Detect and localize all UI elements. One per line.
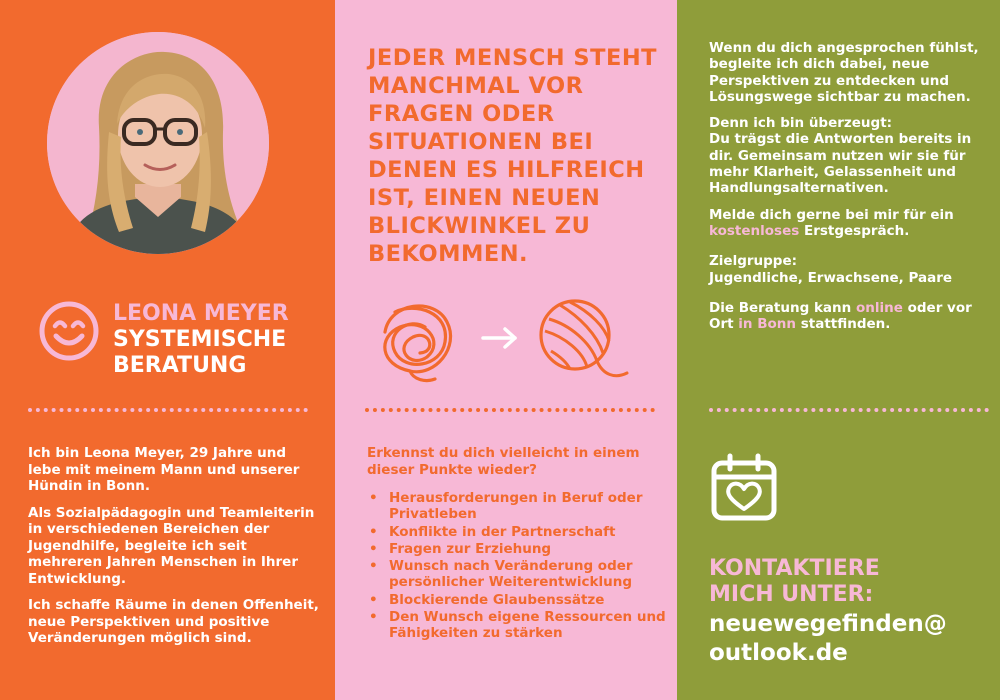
contact-column xyxy=(677,0,1000,700)
bullet-icon: • xyxy=(369,609,378,626)
bonn-highlight: in Bonn xyxy=(738,316,797,333)
tangled-yarn-icon xyxy=(385,306,451,381)
bullet-icon: • xyxy=(369,540,378,557)
bio-text xyxy=(28,445,320,657)
contact-heading: KONTAKTIERE MICH UNTER: xyxy=(709,556,880,607)
profile-column xyxy=(0,0,335,700)
intro-column xyxy=(335,0,677,700)
info-text xyxy=(709,40,989,342)
bullet-icon: • xyxy=(369,591,378,608)
yarn-ball-icon xyxy=(541,301,627,376)
free-highlight: kostenloses xyxy=(709,222,800,239)
online-highlight: online xyxy=(855,299,903,316)
belief-paragraph: Denn ich bin überzeugt: Du trägst die Antworten bereits in dir. Gemeinsam nutzen wir sie für mehr Klarheit, Gelassenheit und Handlungsalternativen. xyxy=(709,115,972,197)
bio-paragraph: Als Sozialpädagogin und Teamleiterin in verschiedenen Bereichen der Jugendhilfe, begleite ich seit mehreren Jahren Menschen in Ihrer Entwicklung. xyxy=(28,504,315,587)
dotted-divider xyxy=(365,408,655,412)
bullet-icon: • xyxy=(369,523,378,540)
headline: JEDER MENSCH STEHT MANCHMAL VOR FRAGEN ODER SITUATIONEN BEI DENEN ES HILFREICH IST, EINEN NEUEN BLICKWINKEL ZU BEKOMMEN. xyxy=(368,45,658,267)
calendar-heart-icon xyxy=(709,452,779,522)
bio-paragraph: Ich schaffe Räume in denen Offenheit, neue Perspektiven und positive Veränderungen möglich sind. xyxy=(28,597,319,646)
arrow-right-icon xyxy=(483,329,515,347)
cta-paragraph: Melde dich gerne bei mir für ein kostenloses Erstgespräch. xyxy=(709,206,954,239)
profile-title-line2: BERATUNG xyxy=(113,353,247,378)
bullet-icon: • xyxy=(369,558,378,575)
yarn-illustration xyxy=(365,287,645,387)
person-name: LEONA MEYER xyxy=(113,301,289,326)
intro-paragraph: Wenn du dich angesprochen fühlst, begleite ich dich dabei, neue Perspektiven zu entdecken und Lösungswege sichtbar zu machen. xyxy=(709,40,979,105)
smiley-icon xyxy=(38,300,100,362)
dotted-divider xyxy=(709,408,989,412)
dotted-divider xyxy=(28,408,308,412)
format-paragraph: Die Beratung kann online oder vor Ort in Bonn stattfinden. xyxy=(709,299,972,333)
bullet-icon: • xyxy=(369,490,378,506)
list-item: • Blockierende Glaubenssätze xyxy=(369,591,605,608)
list-item: • Den Wunsch eigene Ressourcen und Fähigkeiten zu stärken xyxy=(369,609,666,642)
question-text: Erkennst du dich vielleicht in einem dieser Punkte wieder? xyxy=(367,445,640,478)
profile-title xyxy=(113,327,303,379)
list-item: • Konflikte in der Partnerschaft xyxy=(369,523,616,540)
list-item: • Wunsch nach Veränderung oder persönlicher Weiterentwicklung xyxy=(369,558,633,591)
bio-paragraph: Ich bin Leona Meyer, 29 Jahre und lebe mit meinem Mann und unserer Hündin in Bonn. xyxy=(28,445,300,494)
list-item: • Herausforderungen in Beruf oder Privatleben xyxy=(369,490,643,523)
profile-title-line1: SYSTEMISCHE xyxy=(113,327,287,352)
profile-photo xyxy=(47,32,269,254)
email-address[interactable]: neuewegefinden@ outlook.de xyxy=(709,611,947,666)
topic-list xyxy=(367,490,667,643)
target-group: Zielgruppe: Jugendliche, Erwachsene, Paare xyxy=(709,253,953,286)
list-item: • Fragen zur Erziehung xyxy=(369,540,552,557)
